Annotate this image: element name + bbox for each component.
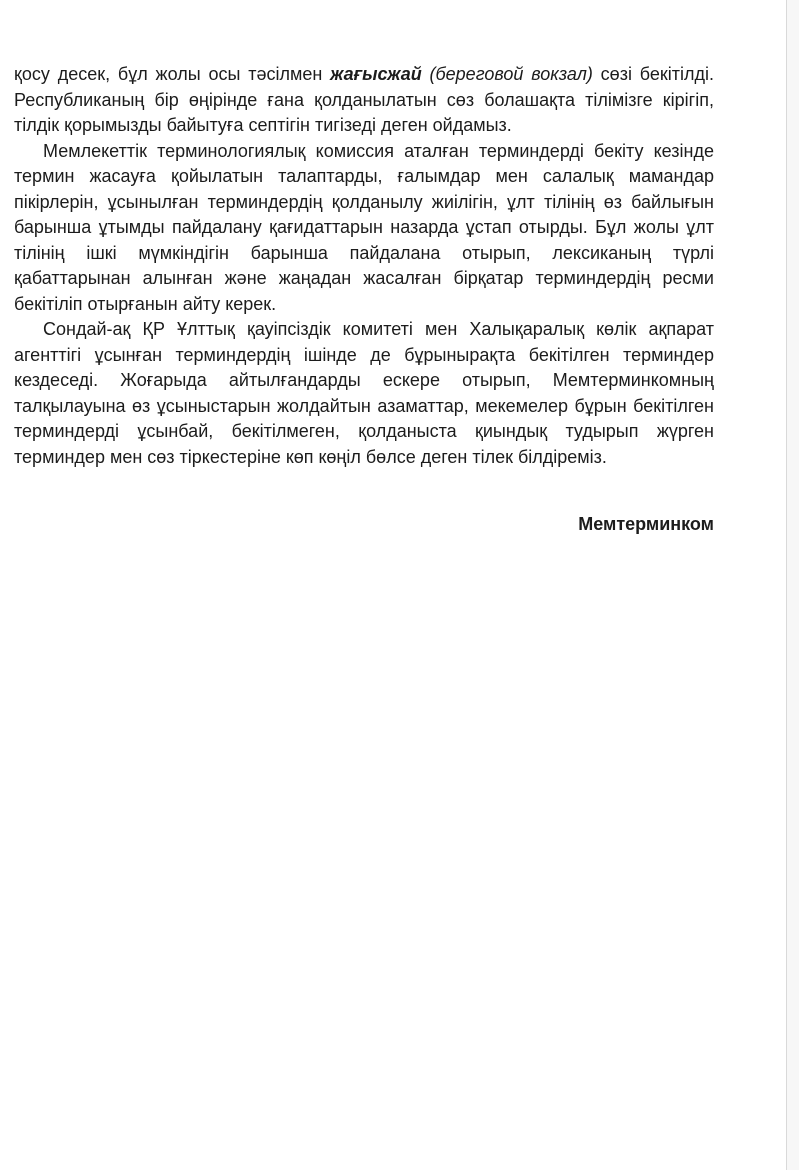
signature: Мемтерминком bbox=[578, 514, 714, 534]
paragraph-2: Мемлекеттік терминологиялық комиссия аталған терминдерді бекіту кезінде термин жасауға қойылатын талаптарды, ғалымдар мен салалық мамандар пікірлерін, ұсынылған терминдердің қолданылу жиілігін, ұлт тілінің өз байлығын барынша ұтымды пайдалану қағидаттарын назарда ұстап отырды. Бұл жолы ұлт тілінің ішкі мүмкіндігін барынша пайдалана отырып, лексиканың түрлі қабаттарынан алынған және жаңадан жасалған бірқатар терминдердің ресми бекітіліп отырғанын айту керек. bbox=[14, 140, 714, 314]
paragraph-1 bbox=[14, 62, 714, 139]
paragraph-1-lead: қосу десек, бұл жолы осы тәсілмен bbox=[14, 64, 331, 84]
body-text bbox=[14, 62, 714, 470]
page-edge-shadow bbox=[786, 0, 799, 1170]
term-gloss: (береговой вокзал) bbox=[421, 64, 593, 84]
highlighted-term: жағысжай bbox=[330, 64, 422, 84]
paragraph-1-rest: сөзі бекітілді. Республиканың бір өңірінде ғана қолданылатын сөз болашақта тілімізге кірігіп, тілдік қорымызды байытуға септігін тигізеді деген ойдамыз. bbox=[14, 64, 715, 135]
paragraph-3: Сондай-ақ ҚР Ұлттық қауіпсіздік комитеті мен Халықаралық көлік ақпарат агенттігі ұсынған терминдердің ішінде де бұрынырақта бекітілген терминдер кездеседі. Жоғарыда айтылғандарды ескере отырып, Мемтерминкомның талқылауына өз ұсыныстарын жолдайтын азаматтар, мекемелер бұрын бекітілген терминдерді ұсынбай, бекітілмеген, қолданыста қиындық тудырып жүрген терминдер мен сөз тіркестеріне көп көңіл бөлсе деген тілек білдіреміз. bbox=[14, 319, 714, 467]
